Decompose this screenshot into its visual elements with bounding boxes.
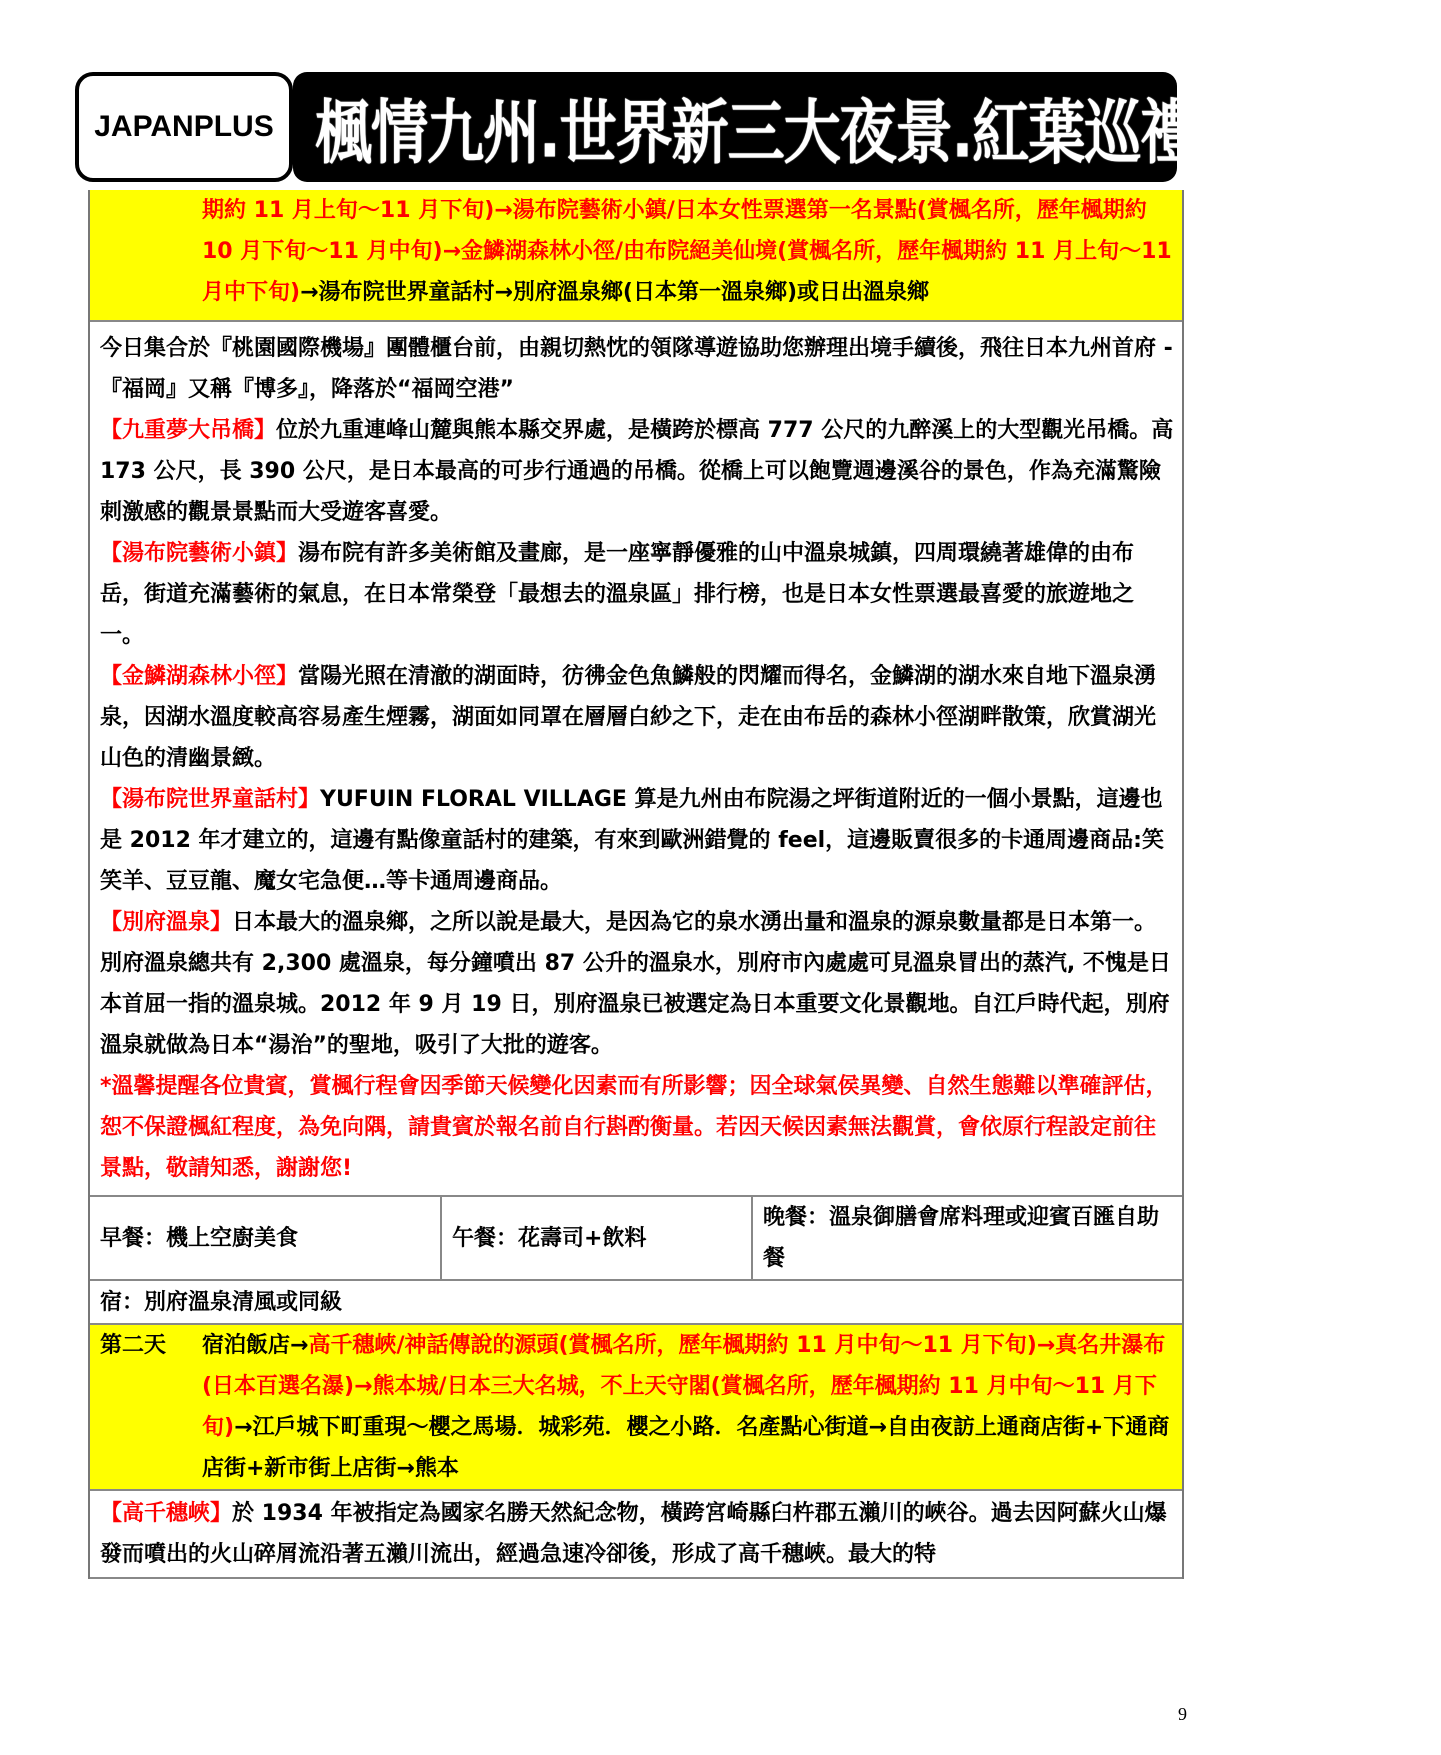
day2-route <box>202 1325 1182 1489</box>
spot-title: 【湯布院藝術小鎮】 <box>100 541 299 566</box>
day1-intro: 今日集合於『桃園國際機場』團體櫃台前，由親切熱忱的領隊導遊協助您辦理出境手續後，飛往日本九州首府 - 『福岡』又稱『博多』，降落於“福岡空港” <box>100 336 1173 402</box>
day2-description <box>90 1491 1182 1579</box>
day2-route-red: 高千穗峽/神話傳說的源頭(賞楓名所，歷年楓期約 11 月中旬～11 月下旬)→真名井瀑布(日本百選名瀑)→熊本城/日本三大名城，不上天守閣(賞楓名所，歷年楓期約 11 月中旬～11 月下旬) <box>202 1333 1166 1440</box>
maple-notice: *溫馨提醒各位貴賓，賞楓行程會因季節天候變化因素而有所影響；因全球氣侯異變、自然生態難以準確評估，恕不保證楓紅程度，為免向隅，請貴賓於報名前自行斟酌衡量。若因天候因素無法觀賞，會依原行程設定前往景點，敬請知悉，謝謝您! <box>100 1074 1168 1181</box>
day2-route-end: →江戶城下町重現～櫻之馬場．城彩苑．櫻之小路．名產點心街道→自由夜訪上通商店街+下通商店街+新市街上店街→熊本 <box>202 1415 1170 1481</box>
spot-description: 位於九重連峰山麓與熊本縣交界處，是橫跨於標高 777 公尺的九醉溪上的大型觀光吊橋。高 173 公尺，長 390 公尺，是日本最高的可步行通過的吊橋。從橋上可以飽覽週邊溪谷的景色，作為充滿驚險刺激感的觀景景點而大受遊客喜愛。 <box>100 418 1174 525</box>
day2-route-start: 宿泊飯店→ <box>202 1333 309 1358</box>
day1-route-row <box>90 190 1182 322</box>
spot-title: 【湯布院世界童話村】 <box>100 787 321 812</box>
spot-description: 日本最大的溫泉鄉，之所以說是最大，是因為它的泉水湧出量和溫泉的源泉數量都是日本第一。別府溫泉總共有 2,300 處溫泉，每分鐘噴出 87 公升的溫泉水，別府市內處處可見溫泉冒出的蒸汽, 不愧是日本首屈一指的溫泉城。2012 年 9 月 19 日，別府溫泉已被選定為日本重要文化景觀地。自江戶時代起，別府溫泉就做為日本“湯治”的聖地，吸引了大批的遊客。 <box>100 910 1171 1058</box>
spot-paragraph <box>100 656 1174 779</box>
itinerary-table <box>88 190 1184 1579</box>
spot-paragraph <box>100 779 1174 902</box>
lunch-cell: 午餐：花壽司+飲料 <box>440 1197 751 1279</box>
brand-logo-box <box>75 72 293 182</box>
spot-paragraph <box>100 410 1174 533</box>
spot-title: 【高千穗峽】 <box>100 1501 233 1526</box>
day1-route-black: →湯布院世界童話村→別府溫泉鄉(日本第一溫泉鄉)或日出溫泉鄉 <box>300 280 930 305</box>
day1-description <box>90 322 1182 1197</box>
title-banner <box>293 72 1441 182</box>
hotel-row: 宿：別府溫泉清風或同級 <box>90 1281 1182 1325</box>
spot-paragraph <box>100 533 1174 656</box>
page-number: 9 <box>1178 1704 1187 1724</box>
day2-label: 第二天 <box>100 1333 167 1358</box>
breakfast-cell: 早餐：機上空廚美食 <box>100 1225 299 1251</box>
spot-title: 【別府溫泉】 <box>100 910 233 935</box>
brand-name: JAPANPLUS <box>94 110 274 143</box>
page-title: 楓情九州.世界新三大夜景.紅葉巡禮.溫泉五日 <box>315 92 1441 174</box>
spot-title: 【九重夢大吊橋】 <box>100 418 277 443</box>
spot-description: 當陽光照在清澈的湖面時，彷彿金色魚鱗般的閃耀而得名，金鱗湖的湖水來自地下溫泉湧泉，因湖水溫度較高容易產生煙霧，湖面如同罩在層層白紗之下，走在由布岳的森林小徑湖畔散策，欣賞湖光山色的清幽景緻。 <box>100 664 1157 771</box>
spot-description: YUFUIN FLORAL VILLAGE 算是九州由布院湯之坪街道附近的一個小景點，這邊也是 2012 年才建立的，這邊有點像童話村的建築，有來到歐洲錯覺的 feel，這邊販賣很多的卡通周邊商品:笑笑羊、豆豆龍、魔女宅急便…等卡通周邊商品。 <box>100 787 1164 894</box>
day2-route-row <box>90 1325 1182 1491</box>
spot-description: 於 1934 年被指定為國家名勝天然紀念物，橫跨宮崎縣臼杵郡五瀨川的峽谷。過去因阿蘇火山爆發而噴出的火山碎屑流沿著五瀨川流出，經過急速冷卻後，形成了高千穗峽。最大的特 <box>100 1501 1167 1567</box>
spot-paragraph <box>100 902 1174 1066</box>
meals-row <box>90 1197 1182 1281</box>
spot-description: 湯布院有許多美術館及畫廊，是一座寧靜優雅的山中溫泉城鎮，四周環繞著雄偉的由布岳，街道充滿藝術的氣息，在日本常榮登「最想去的溫泉區」排行榜，也是日本女性票選最喜愛的旅遊地之一。 <box>100 541 1135 648</box>
day1-route <box>202 190 1182 320</box>
spot-title: 【金鱗湖森林小徑】 <box>100 664 299 689</box>
header <box>75 72 1441 190</box>
day1-route-red: 期約 11 月上旬～11 月下旬)→湯布院藝術小鎮/日本女性票選第一名景點(賞楓名所，歷年楓期約 10 月下旬～11 月中旬)→金鱗湖森林小徑/由布院絕美仙境(賞楓名所，歷年楓期約 11 月上旬～11 月中下旬) <box>202 198 1172 305</box>
day1-label-cell <box>90 190 202 320</box>
dinner-cell: 晚餐：溫泉御膳會席料理或迎賓百匯自助餐 <box>751 1197 1182 1279</box>
